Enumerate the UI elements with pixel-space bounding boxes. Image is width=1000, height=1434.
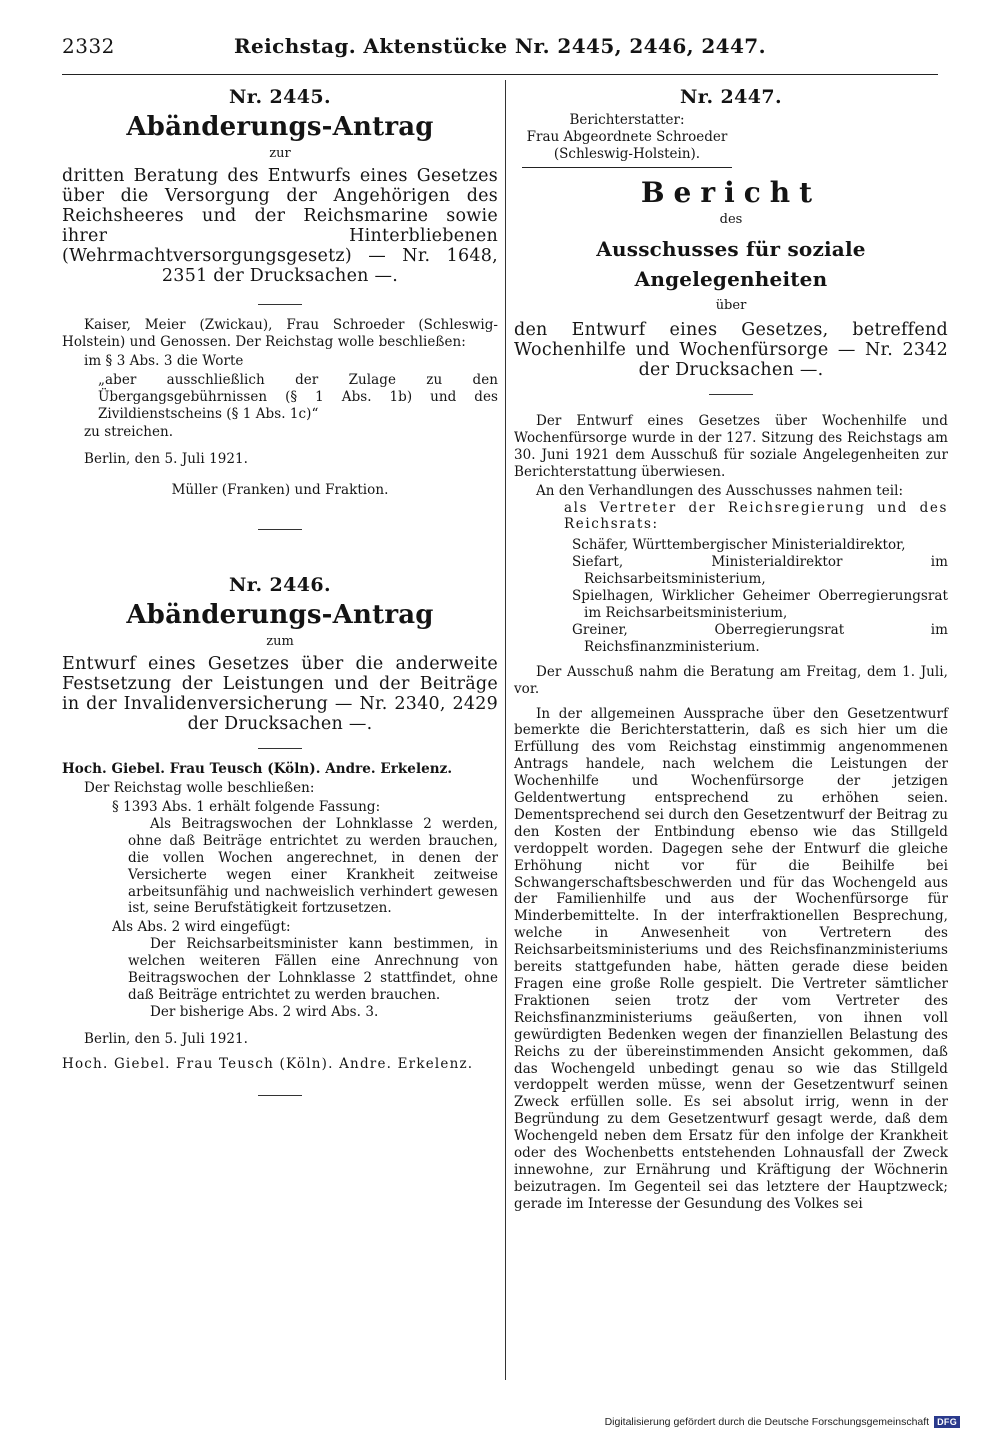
credit-text: Digitalisierung gefördert durch die Deutsche Forschungsgemeinschaft <box>604 1416 930 1428</box>
representatives-intro: als Vertreter der Reichsregierung und des Reichsrats: <box>564 499 948 533</box>
document-2446 <box>62 574 498 1095</box>
representative: Greiner, Oberregierungsrat im Reichsfinanzministerium. <box>572 621 948 655</box>
doc-subject: den Entwurf eines Gesetzes, betreffend Wochenhilfe und Wochenfürsorge — Nr. 2342 der Drucksachen —. <box>514 320 948 380</box>
doc-heading: Bericht <box>640 176 822 209</box>
doc-subject: Entwurf eines Gesetzes über die anderweite Festsetzung der Leistungen und der Beiträge in der Invalidenversicherung — Nr. 2340, 2429 der Drucksachen —. <box>62 654 498 735</box>
header-rule <box>62 74 938 75</box>
insert-text: Der Reichsarbeitsminister kann bestimmen, in welchen weiteren Fällen eine Anrechnung von Beitragswochen der Lohnklasse 2 stattfindet, ohne daß Beiträge entrichtet zu werden brauchen. <box>128 936 498 1003</box>
doc-heading: Abänderungs-Antrag <box>126 600 434 631</box>
doc-number: Nr. 2446. <box>229 574 331 597</box>
doc-subject: dritten Beratung des Entwurfs eines Gesetzes über die Versorgung der Angehörigen des Reichsheeres und der Reichsmarine sowie ihrer Hinterbliebenen (Wehrmachtversorgungsgesetz) — Nr. 1648, 2351 der Drucksachen —. <box>62 166 498 286</box>
representatives-list <box>514 537 948 655</box>
paragraph-2: Der Ausschuß nahm die Beratung am Freitag, dem 1. Juli, vor. <box>514 663 948 697</box>
dfg-logo: DFG <box>934 1416 960 1428</box>
representative: Siefart, Ministerialdirektor im Reichsarbeitsministerium, <box>572 554 948 588</box>
column-divider <box>505 80 506 1380</box>
document-2445 <box>62 86 498 530</box>
rapporteur-name: Frau Abgeordnete Schroeder <box>526 129 728 145</box>
representative: Spielhagen, Wirklicher Geheimer Oberregierungsrat im Reichsarbeitsministerium, <box>572 588 948 621</box>
rapporteur-label: Berichterstatter: <box>569 112 685 128</box>
clause-text: Als Beitragswochen der Lohnklasse 2 werden, ohne daß Beiträge entrichtet zu werden brauchen, die vollen Wochen angerechnet, in denen der Versicherte wegen einer Krankheit zeitweise arbeitsunfähig und nachweislich verhindert gewesen ist, seine Berufstätigkeit fortzusetzen. <box>128 815 498 917</box>
quoted-words: „aber ausschließlich der Zulage zu den Übergangsgebührnissen (§ 1 Abs. 1b) und des Zivildienstscheins (§ 1 Abs. 1c)“ <box>98 371 498 422</box>
date: Berlin, den 5. Juli 1921. <box>84 451 248 468</box>
section-rule <box>258 748 302 749</box>
document-2447 <box>514 86 948 1213</box>
section-rule <box>258 529 302 530</box>
right-column <box>514 86 948 1213</box>
doc-preposition: zum <box>266 634 294 650</box>
header-title: Reichstag. Aktenstücke Nr. 2445, 2446, 2447. <box>234 34 766 58</box>
page-number: 2332 <box>62 34 115 58</box>
sponsors: Kaiser, Meier (Zwickau), Frau Schroeder (Schleswig-Holstein) und Genossen. Der Reichstag wolle beschließen: <box>62 317 498 350</box>
section-rule <box>258 304 302 305</box>
sponsors: Hoch. Giebel. Frau Teusch (Köln). Andre. Erkelenz. <box>62 761 453 778</box>
instruction: zu streichen. <box>84 424 174 441</box>
signature: Hoch. Giebel. Frau Teusch (Köln). Andre. Erkelenz. <box>62 1055 474 1072</box>
section-rule <box>258 1095 302 1096</box>
rapporteur-region: (Schleswig-Holstein). <box>553 146 701 162</box>
doc-preposition: des <box>719 212 743 227</box>
section-rule <box>709 394 753 395</box>
doc-heading: Abänderungs-Antrag <box>126 112 434 142</box>
doc-preposition-2: über <box>715 298 747 313</box>
signature: Müller (Franken) und Fraktion. <box>171 482 389 499</box>
left-column <box>62 86 498 1096</box>
representative: Schäfer, Württembergischer Ministerialdirektor, <box>572 537 906 554</box>
doc-number: Nr. 2447. <box>680 86 782 108</box>
paragraph-3: In der allgemeinen Aussprache über den Gesetzentwurf bemerkte die Berichterstatterin, daß es sich hier um die Erfüllung des vom Reichstag einstimmig angenommenen Antrags handele, nach welchem die Leistungen der Wochenhilfe und Wochenfürsorge der jetzigen Geldentwertung entsprechend zu erhöhen seien. Dementsprechend sei durch den Gesetzentwurf der Beitrag zu den Kosten der Entbindung ebenso wie das Stillgeld verdoppelt worden. Dagegen sehe der Entwurf die gleiche Erhöhung nicht vor für die Beihilfe bei Schwangerschaftsbeschwerden und für das Wochengeld aus der Familienhilfe und aus der Wochenfürsorge für Minderbemittelte. In der interfraktionellen Besprechung, welche in Anwesenheit von Vertretern des Reichsarbeitsministeriums und des Reichsfinanzministeriums bereits stattgefunden habe, hätten gerade diese beiden Fragen eine große Rolle gespielt. Die Vertreter sämtlicher Fraktionen seien trotz der vom Vertreter des Reichsfinanzministeriums geäußerten, von ihnen voll gewürdigten Bedenken wegen der finanziellen Belastung des Reichs zu der übereinstimmenden Ansicht gekommen, daß das Wochengeld unbedingt genau so wie das Stillgeld verdoppelt werden müsse, wenn der Gesetzentwurf seinen Zweck erfüllen solle. Es sei absolut irrig, wenn in der Begründung zu dem Gesetzentwurf gesagt werde, daß dem Wochengeld neben dem Ersatz für den infolge der Krankheit oder des Wochenbetts entstehenden Lohnausfall der Zweck innewohne, zur Ernährung und Kräftigung der Wöchnerin beizutragen. Im Gegenteil sei das letztere der Hauptzweck; gerade im Interesse der Gesundung des Volkes sei <box>514 705 948 1212</box>
committee-name: Ausschusses für soziale Angelegenheiten <box>596 237 866 291</box>
doc-number: Nr. 2445. <box>229 86 331 108</box>
paragraph-1: Der Entwurf eines Gesetzes über Wochenhilfe und Wochenfürsorge wurde in der 127. Sitzung des Reichstags am 30. Juni 1921 dem Ausschuß für soziale Angelegenheiten zur Berichterstattung überwiesen. <box>514 413 948 480</box>
date: Berlin, den 5. Juli 1921. <box>84 1030 248 1047</box>
intro: Der Reichstag wolle beschließen: <box>84 780 315 797</box>
participants-intro: An den Verhandlungen des Ausschusses nahmen teil: <box>536 482 904 499</box>
clause: § 1393 Abs. 1 erhält folgende Fassung: <box>112 798 381 815</box>
clause: im § 3 Abs. 3 die Worte <box>84 352 244 369</box>
digitization-credit <box>605 1416 960 1428</box>
renumber: Der bisherige Abs. 2 wird Abs. 3. <box>150 1003 379 1020</box>
running-header <box>62 34 938 64</box>
rapporteur-block <box>522 112 732 168</box>
doc-preposition: zur <box>269 146 291 161</box>
insert-heading: Als Abs. 2 wird eingefügt: <box>112 919 291 936</box>
